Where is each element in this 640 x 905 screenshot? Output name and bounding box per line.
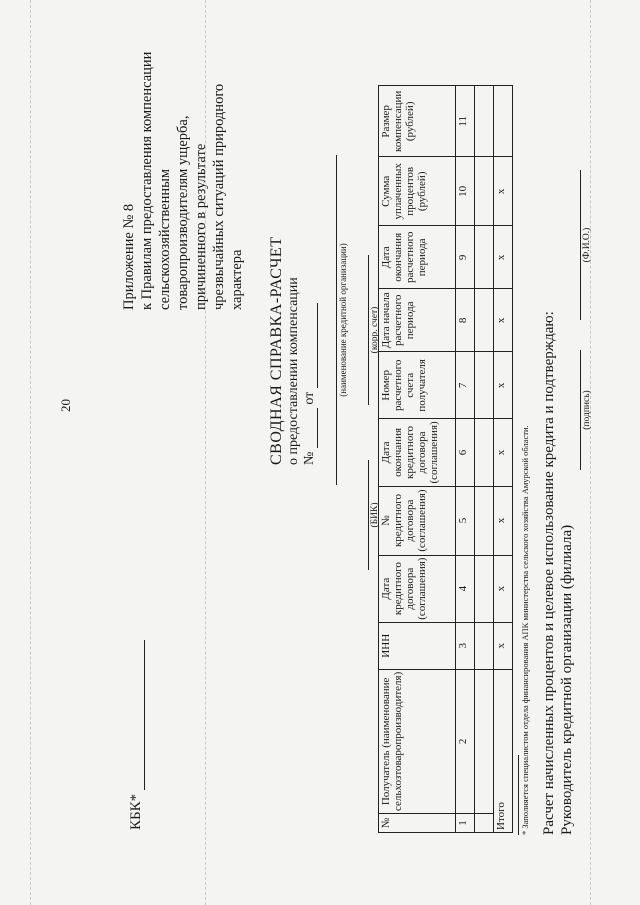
kbk-blank xyxy=(130,640,145,790)
annex-block xyxy=(120,0,246,310)
kbk-label: КБК* xyxy=(128,793,144,830)
footnote-rule xyxy=(518,755,519,835)
title-sub: о предоставлении компенсации xyxy=(286,277,301,465)
title-number-date xyxy=(302,165,318,465)
number-cell: 1 xyxy=(456,814,475,833)
korr-caption: (корр. счет) xyxy=(368,255,380,405)
number-cell: 10 xyxy=(456,157,475,226)
kbk-field xyxy=(128,640,145,830)
annex-line-7: характера xyxy=(229,249,245,310)
title-main: СВОДНАЯ СПРАВКА-РАСЧЕТ xyxy=(268,236,285,465)
header-cell: № кредитного договора (соглашения) xyxy=(379,486,456,555)
header-cell: Получатель (наименование сельхозтоваропроизводителя) xyxy=(379,669,456,813)
number-cell: 4 xyxy=(456,555,475,622)
table-total-row xyxy=(494,86,513,833)
confirm-line-1: Расчет начисленных процентов и целевое использование кредита и подтверждаю: xyxy=(541,311,557,835)
header-cell: № xyxy=(379,814,456,833)
total-cell: х xyxy=(494,486,513,555)
calculation-table xyxy=(378,85,513,833)
number-label: № xyxy=(302,451,317,465)
total-cell: х xyxy=(494,419,513,486)
number-blank xyxy=(305,408,318,448)
total-cell: х xyxy=(494,226,513,289)
header-cell: Дата кредитного договора (соглашения) xyxy=(379,555,456,622)
total-cell xyxy=(494,86,513,157)
annex-line-2: к Правилам предоставления компенсации xyxy=(139,51,155,310)
annex-line-1: Приложение № 8 xyxy=(121,203,137,310)
annex-line-6: чрезвычайных ситуаций природного xyxy=(211,83,227,310)
document-title xyxy=(268,165,318,465)
table-empty-row xyxy=(475,86,494,833)
table-number-row xyxy=(456,86,475,833)
fio-caption: (Ф.И.О.) xyxy=(580,170,592,320)
from-label: от xyxy=(302,391,317,405)
header-cell: Размер компенсации (рублей) xyxy=(379,86,456,157)
header-cell: Сумма уплаченных процентов (рублей) xyxy=(379,157,456,226)
header-cell: Дата начала расчетного периода xyxy=(379,289,456,352)
confirmation-block xyxy=(540,311,576,835)
header-cell: Дата окончания расчетного периода xyxy=(379,226,456,289)
total-label: Итого xyxy=(494,669,513,832)
total-cell: х xyxy=(494,555,513,622)
page-number: 20 xyxy=(58,399,73,412)
header-cell: Дата окончания кредитного договора (соглашения) xyxy=(379,419,456,486)
total-cell: х xyxy=(494,157,513,226)
annex-line-5: причиненного в результате xyxy=(193,143,209,310)
confirm-line-2: Руководитель кредитной организации (филиала) xyxy=(559,524,575,835)
number-cell: 9 xyxy=(456,226,475,289)
table-header-row xyxy=(379,86,456,833)
annex-line-3: сельскохозяйственным xyxy=(157,168,173,310)
header-cell: Номер расчетного счета получателя xyxy=(379,352,456,419)
total-cell: х xyxy=(494,622,513,669)
number-cell: 5 xyxy=(456,486,475,555)
signature-caption: (подпись) xyxy=(580,350,592,470)
date-blank xyxy=(305,303,318,388)
number-cell: 2 xyxy=(456,669,475,813)
total-cell: х xyxy=(494,289,513,352)
number-cell: 7 xyxy=(456,352,475,419)
bik-caption: (БИК) xyxy=(368,460,380,570)
number-cell: 3 xyxy=(456,622,475,669)
total-cell: х xyxy=(494,352,513,419)
header-cell: ИНН xyxy=(379,622,456,669)
number-cell: 8 xyxy=(456,289,475,352)
annex-line-4: товаропроизводителям ущерба, xyxy=(175,115,191,310)
org-caption: (наименование кредитной организации) xyxy=(336,155,348,485)
number-cell: 11 xyxy=(456,86,475,157)
footnote: * Заполняется специалистом отдела финансирования АПК министерства сельского хозяйства Амурской области. xyxy=(520,425,530,835)
number-cell: 6 xyxy=(456,419,475,486)
